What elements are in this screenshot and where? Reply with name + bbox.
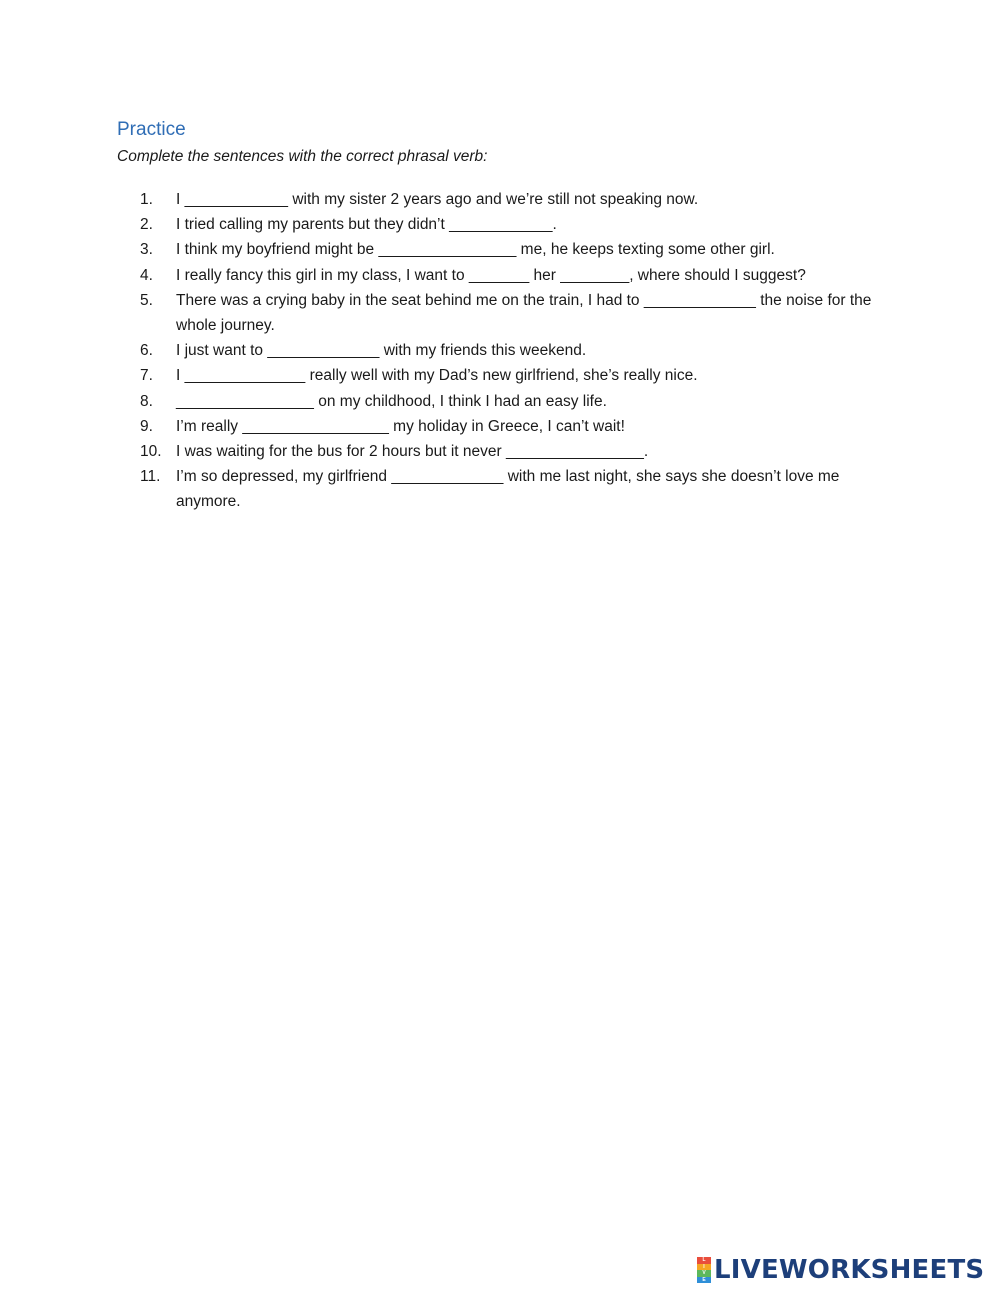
exercise-sentence: I really fancy this girl in my class, I want to _______ her ________, where should I suggest? (176, 266, 806, 284)
exercise-sentence: I tried calling my parents but they didn’t ____________. (176, 216, 557, 234)
exercise-number: 8. (140, 392, 153, 410)
exercise-sentence: I’m really _________________ my holiday in Greece, I can’t wait! (176, 417, 625, 435)
exercise-list (140, 187, 890, 515)
instructions-text: Complete the sentences with the correct phrasal verb: (117, 148, 488, 165)
exercise-number: 2. (140, 216, 153, 234)
exercise-item (140, 338, 890, 363)
exercise-item (140, 414, 890, 439)
logo-badge-letter: L (697, 1257, 711, 1264)
exercise-item (140, 237, 890, 262)
exercise-item (140, 212, 890, 237)
exercise-item (140, 263, 890, 288)
logo-wordmark: LIVEWORKSHEETS (714, 1255, 985, 1285)
exercise-sentence: I ____________ with my sister 2 years ago and we’re still not speaking now. (176, 191, 699, 208)
exercise-number: 1. (140, 191, 153, 208)
exercise-item (140, 187, 890, 212)
exercise-sentence: I was waiting for the bus for 2 hours but it never ________________. (176, 443, 649, 461)
exercise-number: 4. (140, 266, 153, 284)
exercise-number: 3. (140, 241, 153, 259)
exercise-item (140, 464, 890, 514)
exercise-sentence: I ______________ really well with my Dad’s new girlfriend, she’s really nice. (176, 367, 698, 385)
exercise-sentence: I think my boyfriend might be ________________ me, he keeps texting some other girl. (176, 241, 775, 259)
liveworksheets-logo (697, 1257, 984, 1283)
exercise-item (140, 439, 890, 464)
exercise-number: 6. (140, 342, 153, 360)
exercise-sentence: There was a crying baby in the seat behind me on the train, I had to _____________ the noise for the whole journey. (176, 291, 872, 335)
exercise-sentence: I’m so depressed, my girlfriend _____________ with me last night, she says she doesn’t love me anymore. (176, 468, 840, 511)
logo-badge-icon (697, 1257, 711, 1283)
page-heading: Practice (117, 119, 186, 140)
logo-badge-letter: V (697, 1270, 711, 1277)
logo-badge-letter: E (697, 1277, 711, 1284)
exercise-sentence: ________________ on my childhood, I think I had an easy life. (176, 392, 607, 410)
exercise-sentence: I just want to _____________ with my friends this weekend. (176, 342, 587, 360)
exercise-number: 5. (140, 291, 153, 309)
exercise-number: 11. (140, 468, 161, 486)
exercise-item (140, 363, 890, 388)
logo-badge-letter: I (697, 1264, 711, 1271)
exercise-number: 9. (140, 417, 153, 435)
exercise-item (140, 389, 890, 414)
exercise-number: 7. (140, 367, 153, 385)
exercise-item (140, 288, 890, 338)
exercise-number: 10. (140, 443, 162, 461)
